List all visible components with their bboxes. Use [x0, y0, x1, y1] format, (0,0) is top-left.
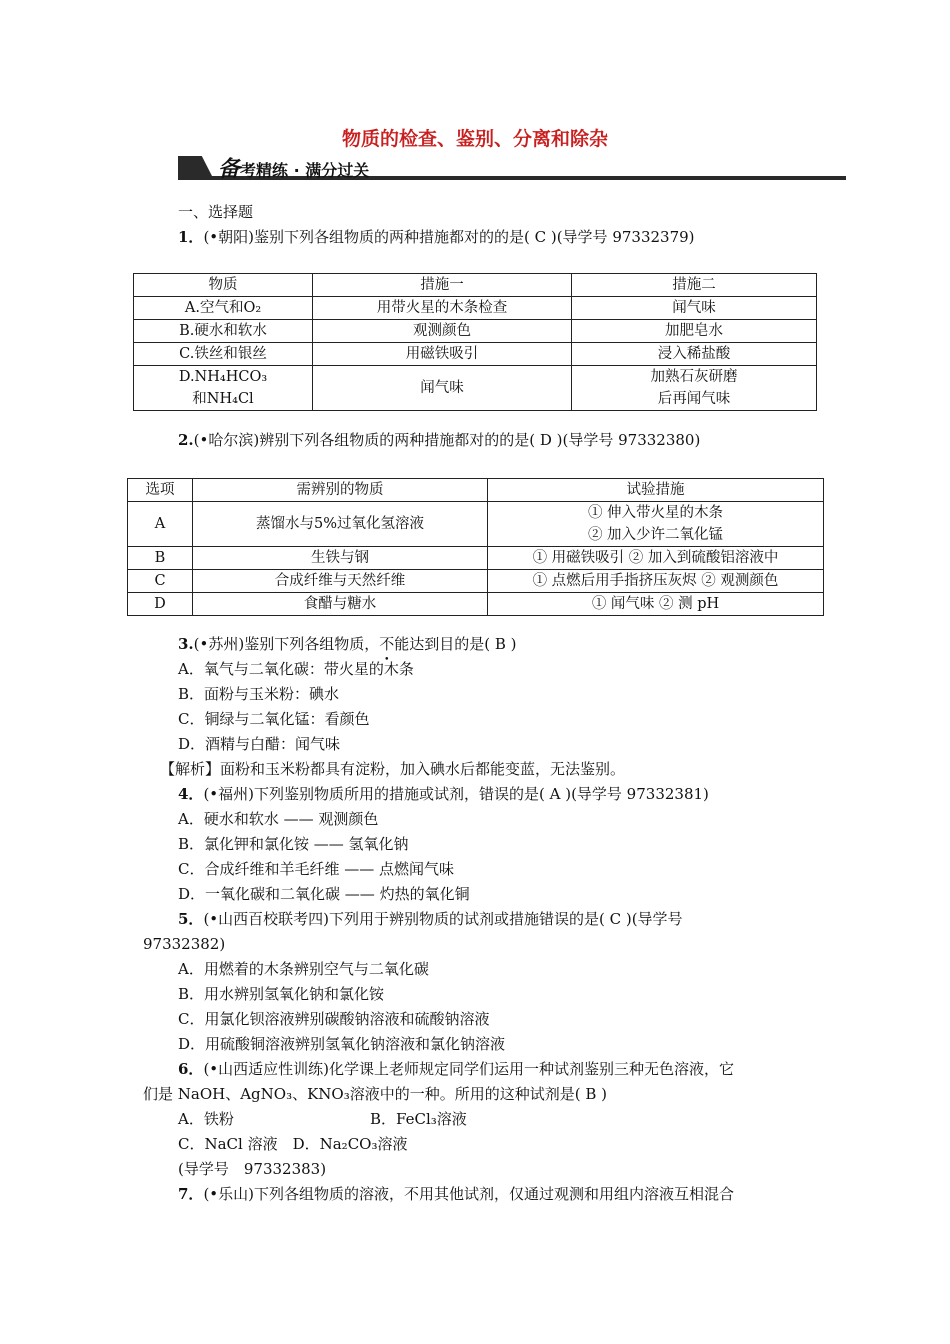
- question-5-cont: 97332382): [143, 935, 226, 953]
- table-row: [134, 343, 817, 366]
- table-2: [127, 478, 824, 616]
- table-cell: ① 用磁铁吸引 ② 加入到硫酸铝溶液中: [488, 547, 824, 570]
- section-heading: 一、选择题: [178, 203, 254, 221]
- option-c: C．用氯化钡溶液辨别碳酸钠溶液和硫酸钠溶液: [178, 1010, 490, 1028]
- table-1: [133, 273, 817, 411]
- table-row: [128, 593, 824, 616]
- table-header: 需辨别的物质: [193, 479, 488, 502]
- table-header: 试验措施: [488, 479, 824, 502]
- table-header: 物质: [134, 274, 313, 297]
- table-cell: 浸入稀盐酸: [572, 343, 817, 366]
- option-a: A．氧气与二氧化碳：带火星的木条: [178, 660, 414, 678]
- table-cell: 食醋与糖水: [193, 593, 488, 616]
- table-header: 措施二: [572, 274, 817, 297]
- question-1: 1．(•朝阳)鉴别下列各组物质的两种措施都对的的是( C )(导学号 97332379): [178, 228, 695, 246]
- table-cell: C: [128, 570, 193, 593]
- question-6: 6．(•山西适应性训练)化学课上老师规定同学们运用一种试剂鉴别三种无色溶液，它: [178, 1060, 734, 1078]
- table-cell: 生铁与钢: [193, 547, 488, 570]
- table-cell: ① 伸入带火星的木条 ② 加入少许二氧化锰: [488, 502, 824, 547]
- table-cell: D: [128, 593, 193, 616]
- table-cell: 用带火星的木条检查: [313, 297, 572, 320]
- option-b: B．FeCl₃溶液: [370, 1110, 467, 1128]
- analysis: 【解析】面粉和玉米粉都具有淀粉，加入碘水后都能变蓝，无法鉴别。: [160, 760, 626, 778]
- table-cell: 闻气味: [313, 366, 572, 411]
- option-a: A．铁粉: [178, 1110, 234, 1128]
- table-row: [128, 570, 824, 593]
- option-b: B．面粉与玉米粉：碘水: [178, 685, 340, 703]
- question-3: 3.(•苏州)鉴别下列各组物质，不能达到目的是( B ): [178, 635, 517, 653]
- option-b: B．用水辨别氢氧化钠和氯化铵: [178, 985, 385, 1003]
- option-a: A．用燃着的木条辨别空气与二氧化碳: [178, 960, 429, 978]
- table-cell: B: [128, 547, 193, 570]
- page-title: 物质的检查、鉴别、分离和除杂: [341, 128, 608, 150]
- table-header: 措施一: [313, 274, 572, 297]
- question-4: 4．(•福州)下列鉴别物质所用的措施或试剂，错误的是( A )(导学号 97332381): [178, 785, 709, 803]
- table-cell: D.NH₄HCO₃ 和NH₄Cl: [134, 366, 313, 411]
- option-d: D．酒精与白醋：闻气味: [178, 735, 341, 753]
- table-row: [134, 320, 817, 343]
- table-cell: 加熟石灰研磨 后再闻气味: [572, 366, 817, 411]
- table-cell: A.空气和O₂: [134, 297, 313, 320]
- table-cell: 合成纤维与天然纤维: [193, 570, 488, 593]
- table-cell: 观测颜色: [313, 320, 572, 343]
- option-c: C．合成纤维和羊毛纤维 —— 点燃闻气味: [178, 860, 455, 878]
- option-d: D．一氧化碳和二氧化碳 —— 灼热的氧化铜: [178, 885, 470, 903]
- table-cell: A: [128, 502, 193, 547]
- table-row: [134, 297, 817, 320]
- option-b: B．氯化钾和氯化铵 —— 氢氧化钠: [178, 835, 409, 853]
- table-cell: ① 点燃后用手指挤压灰烬 ② 观测颜色: [488, 570, 824, 593]
- table-cell: 用磁铁吸引: [313, 343, 572, 366]
- table-cell: 蒸馏水与5%过氧化氢溶液: [193, 502, 488, 547]
- option-a: A．硬水和软水 —— 观测颜色: [178, 810, 379, 828]
- table-row: [134, 274, 817, 297]
- guide-number: (导学号 97332383): [178, 1160, 327, 1178]
- question-2: 2.(•哈尔滨)辨别下列各组物质的两种措施都对的的是( D )(导学号 97332380): [178, 431, 701, 449]
- table-cell: ① 闻气味 ② 测 pH: [488, 593, 824, 616]
- option-c: C．铜绿与二氧化锰：看颜色: [178, 710, 370, 728]
- banner-tab: [178, 156, 212, 176]
- table-cell: C.铁丝和银丝: [134, 343, 313, 366]
- option-d: D．用硫酸铜溶液辨别氢氧化钠溶液和氯化钠溶液: [178, 1035, 506, 1053]
- option-cd: C．NaCl 溶液 D．Na₂CO₃溶液: [178, 1135, 408, 1153]
- question-7: 7．(•乐山)下列各组物质的溶液，不用其他试剂，仅通过观测和用组内溶液互相混合: [178, 1185, 734, 1203]
- table-cell: 闻气味: [572, 297, 817, 320]
- table-row: [128, 547, 824, 570]
- table-row: [134, 366, 817, 411]
- table-cell: 加肥皂水: [572, 320, 817, 343]
- question-5: 5．(•山西百校联考四)下列用于辨别物质的试剂或措施错误的是( C )(导学号: [178, 910, 683, 928]
- table-row: [128, 502, 824, 547]
- question-6-cont: 们是 NaOH、AgNO₃、KNO₃溶液中的一种。所用的这种试剂是( B ): [143, 1085, 607, 1103]
- section-banner: [178, 150, 846, 182]
- table-cell: B.硬水和软水: [134, 320, 313, 343]
- table-row: [128, 479, 824, 502]
- table-header: 选项: [128, 479, 193, 502]
- banner-text: 备考精练 · 满分过关: [218, 157, 370, 182]
